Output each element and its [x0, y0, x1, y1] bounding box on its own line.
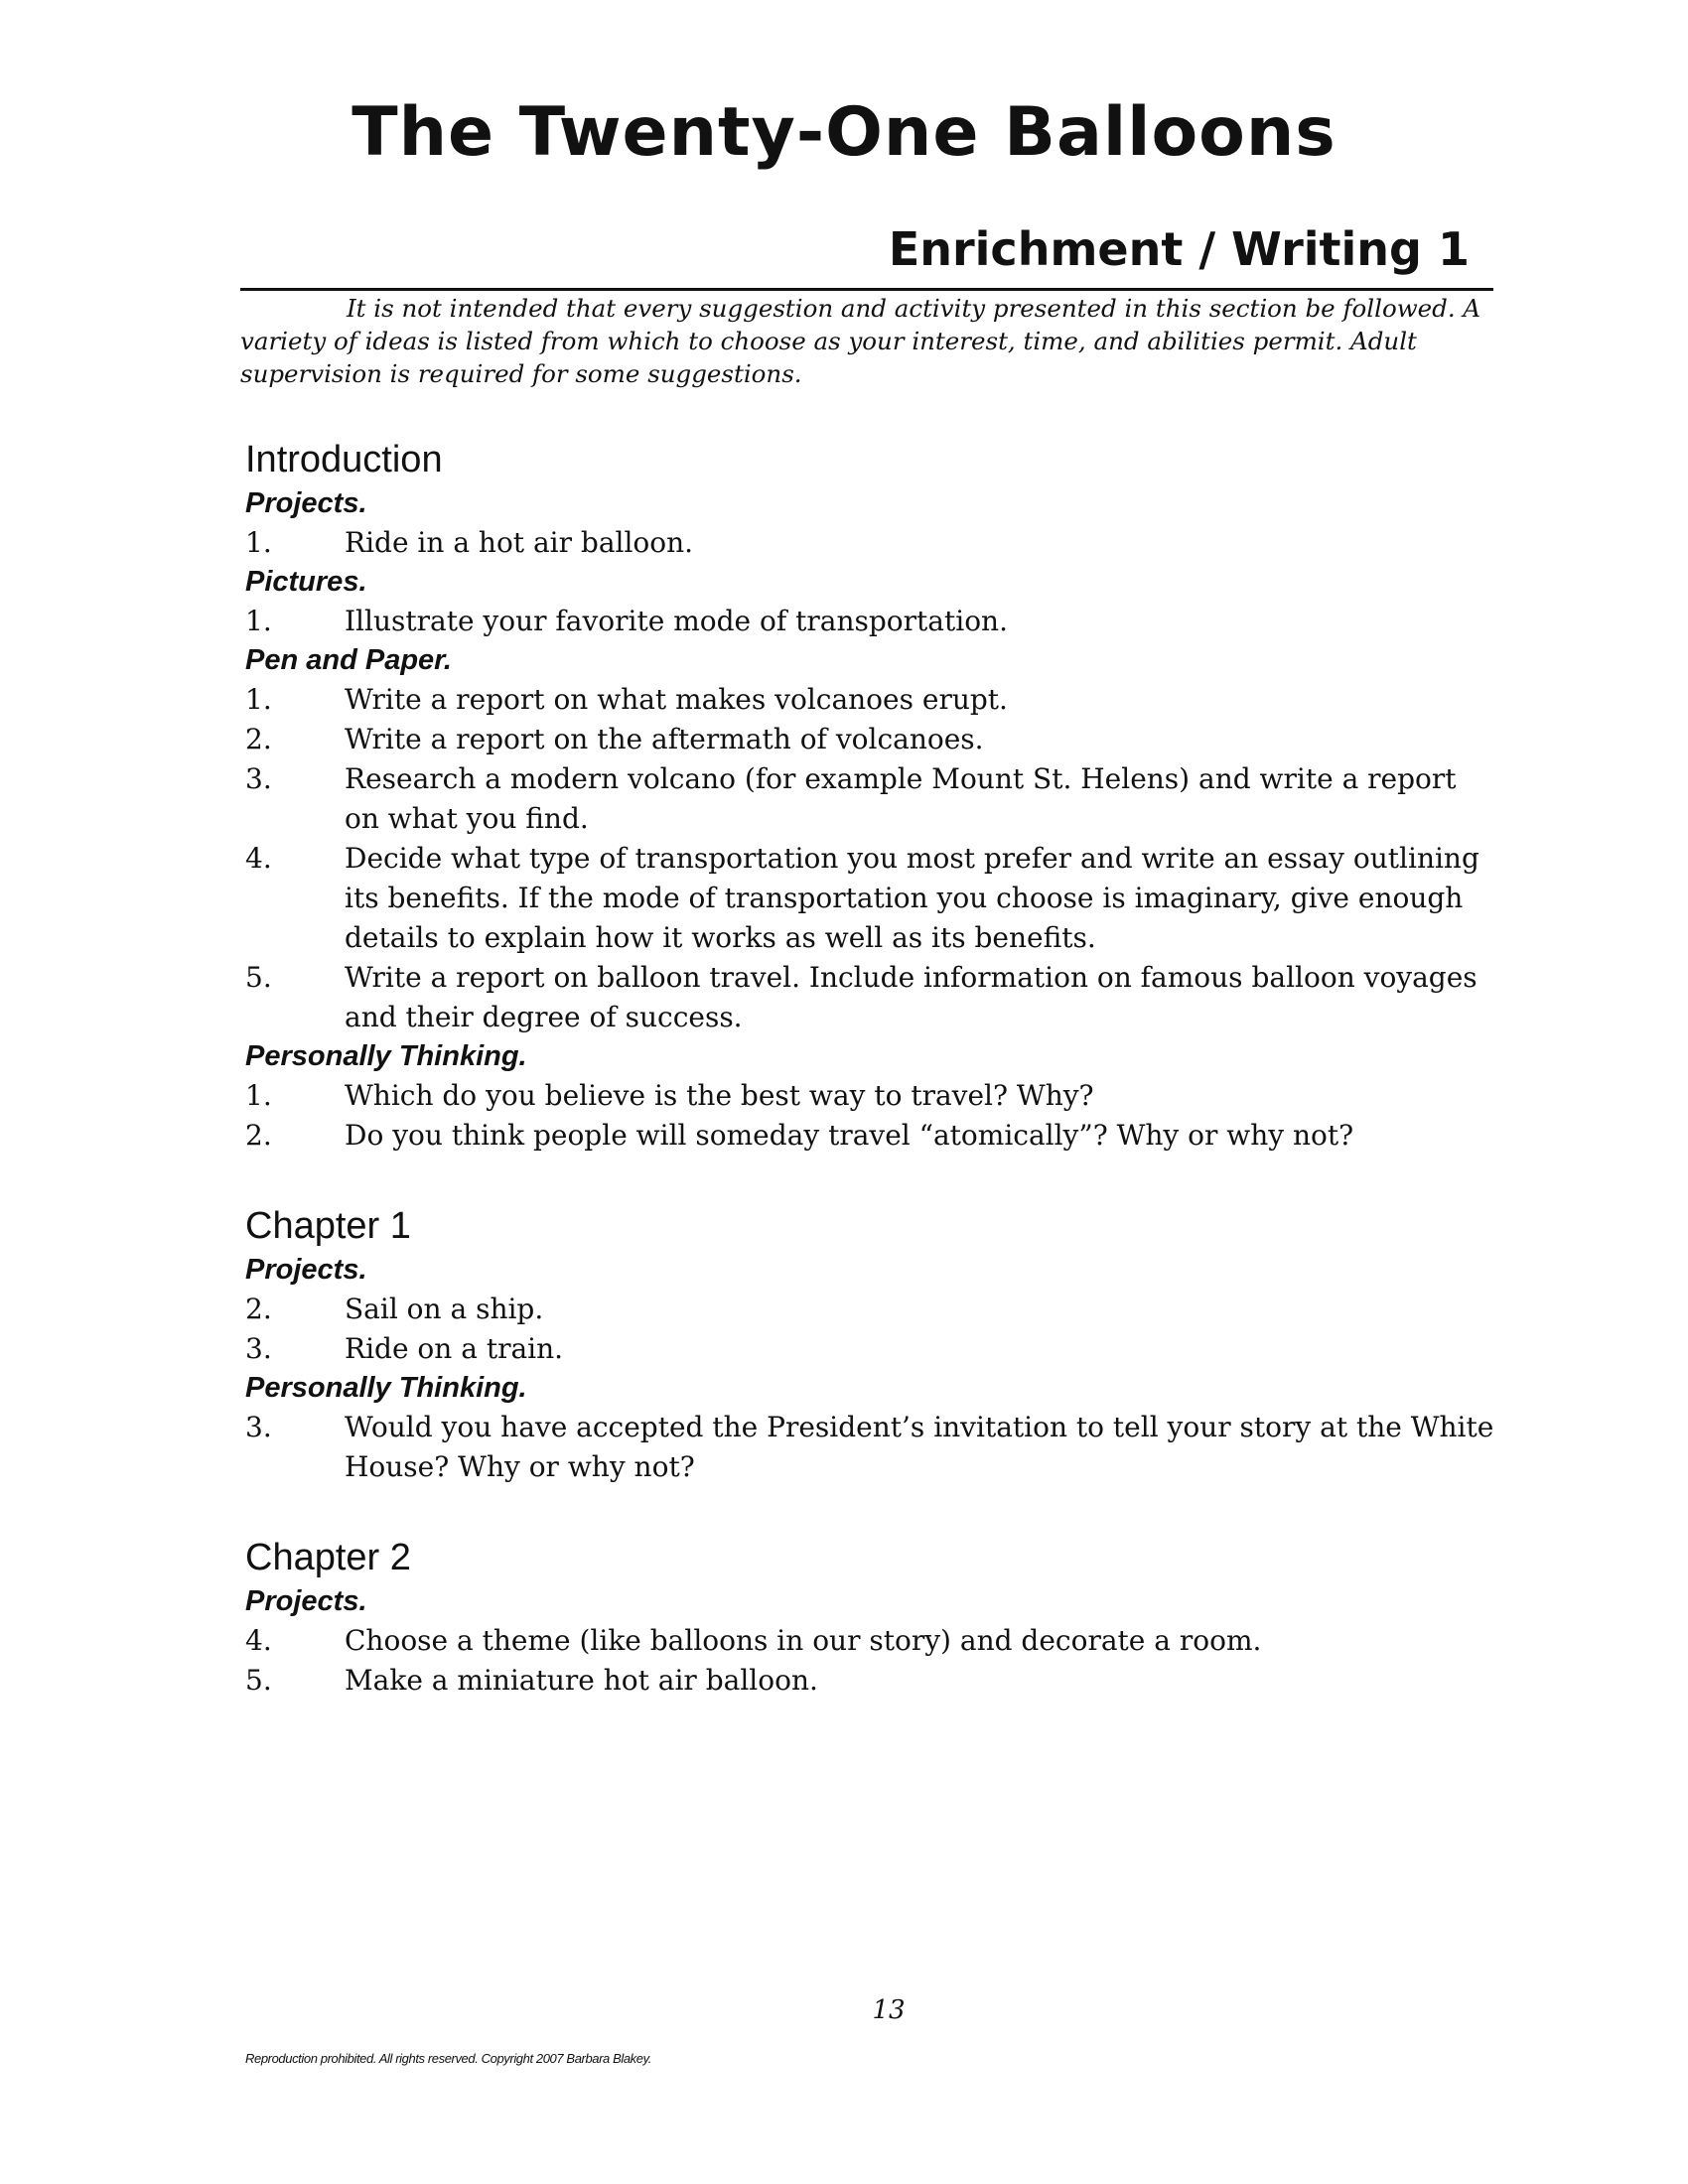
list-item: [245, 1290, 1496, 1329]
item-number: 3.: [245, 1411, 272, 1443]
item-number: 3.: [245, 762, 272, 795]
item-text: Do you think people will someday travel “atomically”? Why or why not?: [345, 1119, 1354, 1152]
item-text: Write a report on what makes volcanoes erupt.: [345, 683, 1008, 716]
list-item: [245, 1329, 1496, 1369]
section-1: [245, 435, 1496, 1156]
item-text: Would you have accepted the President’s invitation to tell your story at the White House? Why or why not?: [345, 1411, 1494, 1483]
list-item: [245, 1408, 1496, 1487]
item-text: Write a report on balloon travel. Include information on famous balloon voyages and their degree of success.: [345, 961, 1477, 1033]
list-item: [245, 759, 1496, 839]
list-item: [245, 1076, 1496, 1116]
section-heading: Introduction: [245, 439, 443, 480]
list-item: [245, 602, 1496, 641]
item-number: 5.: [245, 961, 272, 994]
group-heading: Pen and Paper.: [245, 644, 452, 676]
list-item: [245, 1621, 1496, 1661]
section-heading: Chapter 2: [245, 1537, 411, 1578]
intro-note: It is not intended that every suggestion and activity presented in this section be followed. A variety of ideas is listed from which to choose as your interest, time, and abilities permit. Adult supervision is required for some suggestions.: [240, 294, 1481, 388]
item-text: Choose a theme (like balloons in our story) and decorate a room.: [345, 1624, 1262, 1657]
item-text: Ride in a hot air balloon.: [345, 526, 694, 559]
page-subtitle: Enrichment / Writing 1: [888, 222, 1470, 276]
content-body: [245, 435, 1496, 1701]
list-item: [245, 839, 1496, 958]
section-3: [245, 1533, 1496, 1701]
item-text: Decide what type of transportation you most prefer and write an essay outlining its benefits. If the mode of transportation you choose is imaginary, give enough details to explain how it works as well as its benefits.: [345, 842, 1479, 954]
item-number: 1.: [245, 605, 272, 637]
item-number: 5.: [245, 1664, 272, 1697]
group-heading: Personally Thinking.: [245, 1040, 527, 1072]
section-2: [245, 1201, 1496, 1487]
group-heading: Projects.: [245, 487, 367, 519]
group-heading: Projects.: [245, 1585, 367, 1617]
item-number: 4.: [245, 1624, 272, 1657]
item-text: Ride on a train.: [345, 1332, 564, 1365]
group-heading: Pictures.: [245, 566, 367, 598]
item-text: Make a miniature hot air balloon.: [345, 1664, 818, 1697]
list-item: [245, 1116, 1496, 1156]
header-rule: [240, 288, 1493, 291]
page-title: The Twenty-One Balloons: [352, 93, 1336, 172]
list-item: [245, 523, 1496, 563]
list-item: [245, 1661, 1496, 1701]
group-heading: Projects.: [245, 1254, 367, 1286]
item-number: 1.: [245, 526, 272, 559]
item-text: Which do you believe is the best way to travel? Why?: [345, 1079, 1094, 1112]
item-number: 3.: [245, 1332, 272, 1365]
list-item: [245, 680, 1496, 720]
item-number: 2.: [245, 1119, 272, 1152]
copyright-notice: Reproduction prohibited. All rights reserved. Copyright 2007 Barbara Blakey.: [245, 2051, 651, 2066]
item-text: Sail on a ship.: [345, 1293, 544, 1325]
page-number: 13: [872, 1995, 906, 2025]
section-heading: Chapter 1: [245, 1205, 411, 1247]
item-text: Research a modern volcano (for example Mount St. Helens) and write a report on what you find.: [345, 762, 1457, 835]
group-heading: Personally Thinking.: [245, 1372, 527, 1404]
item-text: Write a report on the aftermath of volcanoes.: [345, 723, 984, 755]
list-item: [245, 958, 1496, 1037]
item-number: 2.: [245, 1293, 272, 1325]
item-text: Illustrate your favorite mode of transportation.: [345, 605, 1008, 637]
list-item: [245, 720, 1496, 759]
item-number: 2.: [245, 723, 272, 755]
item-number: 1.: [245, 1079, 272, 1112]
item-number: 4.: [245, 842, 272, 875]
item-number: 1.: [245, 683, 272, 716]
